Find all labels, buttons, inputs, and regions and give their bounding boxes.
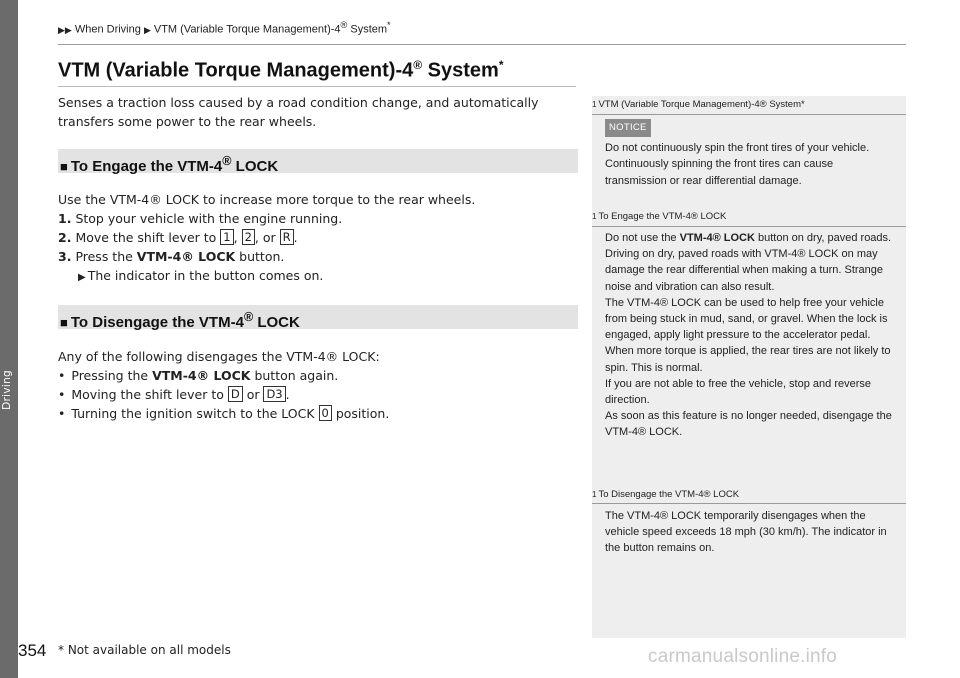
section-heading-engage: ■ To Engage the VTM-4® LOCK — [58, 149, 578, 173]
engage-step-3: 3. Press the VTM-4® LOCK button. — [58, 249, 285, 264]
watermark: carmanualsonline.info — [648, 646, 838, 667]
footnote: * Not available on all models — [58, 643, 231, 657]
bullet-icon: • — [58, 406, 66, 421]
note-marker-icon: 1 — [592, 490, 597, 499]
note-heading-system: 1 VTM (Variable Torque Management)-4® System* — [592, 99, 805, 110]
bullet-icon: • — [58, 387, 66, 402]
note-heading-engage: 1 To Engage the VTM-4® LOCK — [592, 211, 727, 222]
bullet-icon: • — [58, 368, 66, 383]
shift-key-d3: D3 — [263, 386, 285, 402]
section-heading-disengage: ■ To Disengage the VTM-4® LOCK — [58, 305, 578, 329]
breadcrumb-asterisk: * — [387, 20, 391, 30]
engage-step-2: 2. Move the shift lever to 1 , 2 , or R . — [58, 230, 298, 245]
shift-key-r: R — [280, 229, 294, 245]
notice-badge: NOTICE — [605, 119, 651, 137]
note-heading-disengage: 1 To Disengage the VTM-4® LOCK — [592, 489, 740, 500]
page-title: VTM (Variable Torque Management)-4® System* — [58, 58, 504, 82]
note-divider — [592, 114, 906, 115]
engage-result: ▶ The indicator in the button comes on. — [78, 268, 324, 283]
result-arrow-icon: ▶ — [78, 272, 86, 283]
title-divider — [58, 86, 576, 87]
note-divider — [592, 503, 906, 504]
breadcrumb: ▶▶ When Driving ▶ VTM (Variable Torque Management)-4® System* — [58, 20, 391, 36]
title-asterisk: * — [498, 58, 504, 72]
shift-key-2: 2 — [242, 229, 255, 245]
disengage-bullet-3: • Turning the ignition switch to the LOCK 0 position. — [58, 406, 390, 421]
note-marker-icon: 1 — [592, 212, 597, 221]
section-square-icon: ■ — [60, 159, 68, 174]
intro-paragraph: Senses a traction loss caused by a road condition change, and automatically transfers some power to the rear wheels. — [58, 95, 539, 129]
side-tab-label: Driving — [1, 370, 13, 410]
note-body-disengage: The VTM-4® LOCK temporarily disengages when the vehicle speed exceeds 18 mph (30 km/h). The indicator in the button remains on. — [605, 510, 887, 555]
main-content — [58, 93, 578, 423]
shift-key-1: 1 — [220, 229, 233, 245]
disengage-bullet-2: • Moving the shift lever to D or D3 . — [58, 387, 290, 402]
breadcrumb-item-when-driving[interactable]: When Driving — [74, 23, 141, 36]
note-marker-icon: 1 — [592, 100, 597, 109]
disengage-lead: Any of the following disengages the VTM-4® LOCK: — [58, 349, 380, 364]
page-number: 354 — [18, 641, 47, 660]
breadcrumb-item-vtm[interactable]: VTM (Variable Torque Management)-4 — [153, 23, 341, 36]
shift-key-d: D — [228, 386, 243, 402]
ignition-key-0: 0 — [319, 405, 332, 421]
note-body-engage: Do not use the VTM-4® LOCK button on dry, paved roads. Driving on dry, paved roads with VTM-4® LOCK on may damage the rear differential when making a turn. Strange noise and vibration can also result. The VTM-4® LOCK can be used to help free your vehicle from being stuck in mud, sand, or gravel. When the lock is engaged, apply light pressure to the accelerator pedal. When more torque is applied, the rear tires are not likely to spin. This is normal. If you are not able to free the vehicle, stop and reverse direction. As soon as this feature is no longer needed, disengage the VTM-4® LOCK. — [605, 232, 892, 439]
section-square-icon: ■ — [60, 315, 68, 330]
side-tab — [0, 0, 18, 678]
engage-lead: Use the VTM-4® LOCK to increase more torque to the rear wheels. — [58, 192, 476, 207]
note-divider — [592, 226, 906, 227]
engage-step-1: 1. Stop your vehicle with the engine running. — [58, 211, 343, 226]
breadcrumb-arrow-icon: ▶▶ — [58, 24, 72, 35]
disengage-bullet-1: • Pressing the VTM-4® LOCK button again. — [58, 368, 339, 383]
note-body-system: NOTICE Do not continuously spin the front tires of your vehicle. Continuously spinning the front tires can cause transmission or rear differential damage. — [605, 119, 895, 189]
header-divider — [58, 44, 906, 45]
breadcrumb-arrow-icon: ▶ — [143, 24, 151, 35]
